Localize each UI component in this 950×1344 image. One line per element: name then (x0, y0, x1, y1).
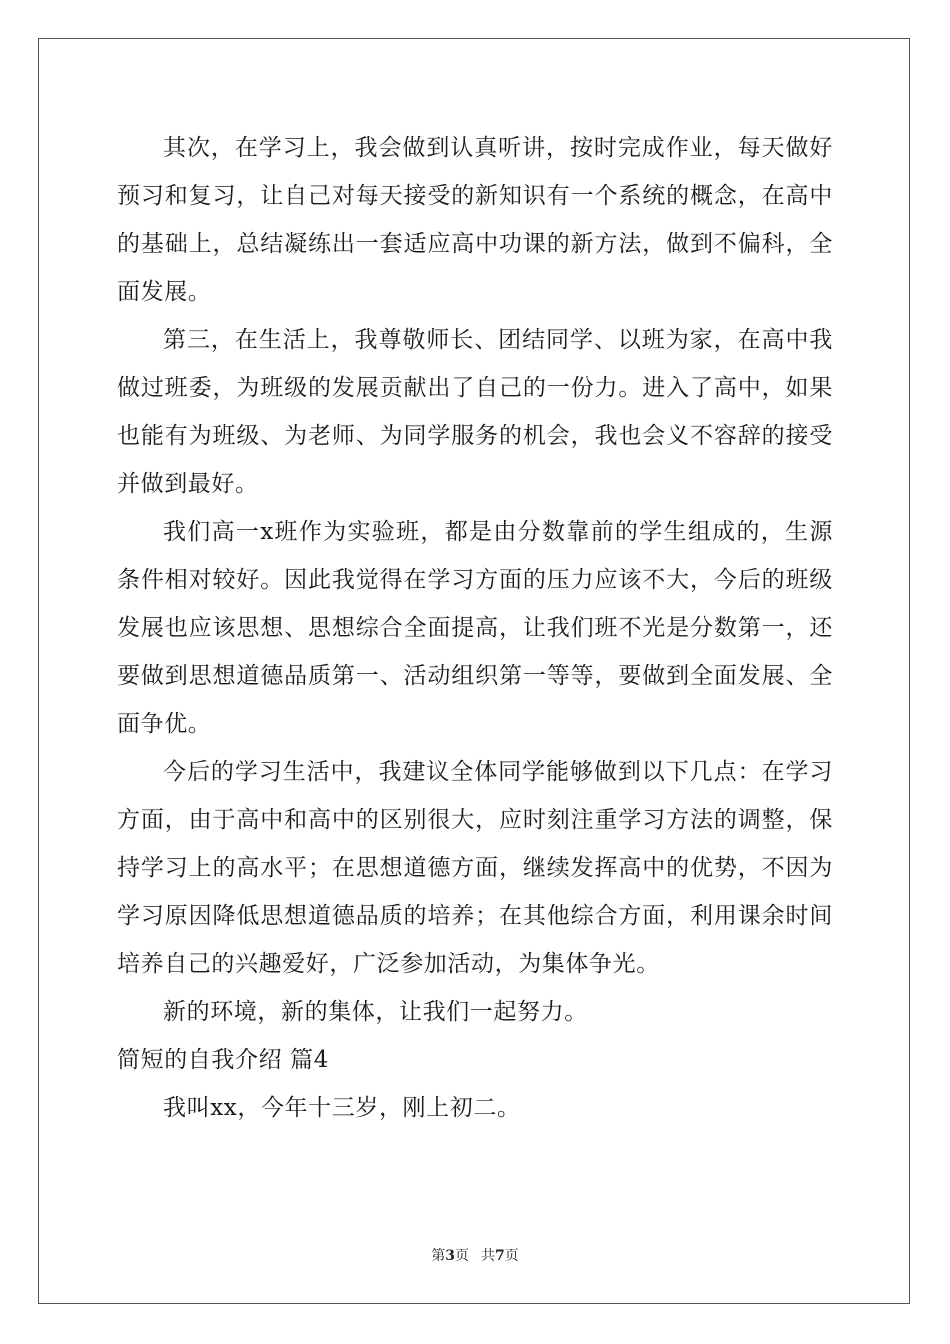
current-page-number: 3 (445, 1248, 455, 1264)
page-suffix: 页 (455, 1248, 469, 1264)
paragraph-study: 其次，在学习上，我会做到认真听讲，按时完成作业，每天做好预习和复习，让自己对每天接受的新知识有一个系统的概念，在高中的基础上，总结凝练出一套适应高中功课的新方法，做到不偏科，全面发展。 (117, 135, 833, 305)
document-body (117, 124, 833, 1132)
page-prefix: 第 (431, 1248, 446, 1264)
page-footer (0, 1246, 950, 1266)
total-suffix: 页 (504, 1248, 519, 1264)
total-prefix: 共 (481, 1248, 495, 1264)
paragraph-intro: 我叫xx，今年十三岁，刚上初二。 (163, 1095, 521, 1121)
paragraph-class: 我们高一x班作为实验班，都是由分数靠前的学生组成的，生源条件相对较好。因此我觉得在学习方面的压力应该不大，今后的班级发展也应该思想、思想综合全面提高，让我们班不光是分数第一，还要做到思想道德品质第一、活动组织第一等等，要做到全面发展、全面争优。 (117, 519, 833, 737)
paragraph-life: 第三，在生活上，我尊敬师长、团结同学、以班为家，在高中我做过班委，为班级的发展贡献出了自己的一份力。进入了高中，如果也能有为班级、为老师、为同学服务的机会，我也会义不容辞的接受并做到最好。 (117, 327, 833, 497)
paragraph-suggestions: 今后的学习生活中，我建议全体同学能够做到以下几点：在学习方面，由于高中和高中的区别很大，应时刻注重学习方法的调整，保持学习上的高水平；在思想道德方面，继续发挥高中的优势，不因为学习原因降低思想道德品质的培养；在其他综合方面，利用课余时间培养自己的兴趣爱好，广泛参加活动，为集体争光。 (117, 759, 833, 977)
section-heading: 简短的自我介绍 篇4 (117, 1047, 329, 1073)
paragraph-closing: 新的环境，新的集体，让我们一起努力。 (163, 999, 588, 1025)
total-page-number: 7 (495, 1248, 505, 1264)
